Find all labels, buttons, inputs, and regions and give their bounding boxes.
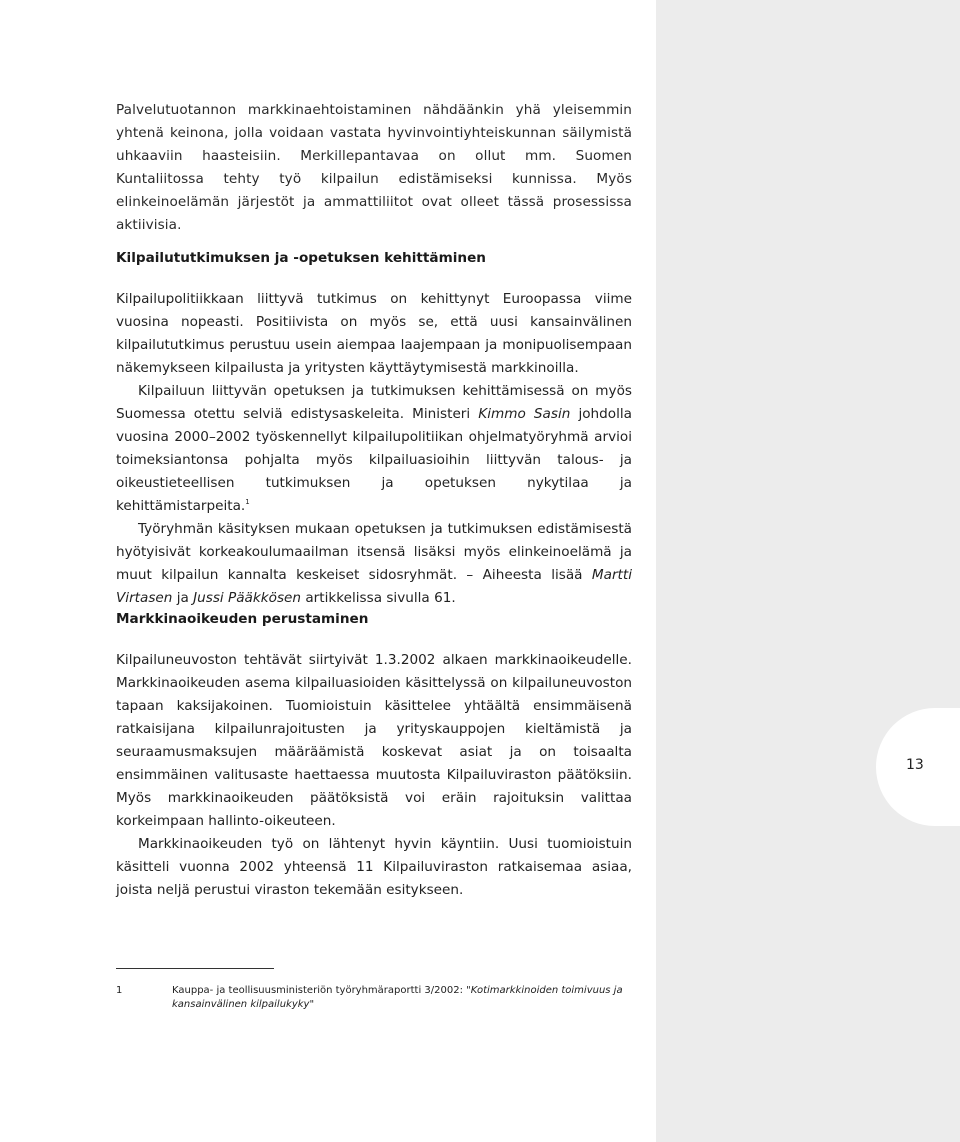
report-title: Kotimarkkinoiden toimivuus ja kansainvälinen kilpailukyky [172, 985, 623, 1010]
body-paragraph: Kilpailupolitiikkaan liittyvä tutkimus on kehittynyt Euroopassa viime vuosina nopeasti. Positiivista on myös se, että uusi kansainvälinen kilpailututkimus perustuu usein aiempaa laajempaan ja monipuolisempaan näkemykseen kilpailusta ja yritysten käyttäytymisestä markkinoilla. [116, 291, 632, 376]
section-market-court [116, 608, 632, 902]
intro-paragraph: Palvelutuotannon markkinaehtoistaminen nähdäänkin yhä yleisemmin yhtenä keinona, jolla voidaan vastata hyvinvointiyhteiskunnan säilymistä uhkaaviin haasteisiin. Merkillepantavaa on ollut mm. Suomen Kuntaliitossa tehty työ kilpailun edistämiseksi kunnissa. Myös elinkeinoelämän järjestöt ja ammattiliitot ovat olleet tässä prosessissa aktiivisia. [116, 102, 632, 233]
section-heading: Markkinaoikeuden perustaminen [116, 611, 369, 627]
text-run: ja [172, 590, 194, 606]
footnote-number: 1 [116, 985, 123, 996]
text-run: Kauppa- ja teollisuusministeriön työryhmäraportti 3/2002: " [172, 985, 471, 996]
person-name: Kimmo Sasin [478, 406, 571, 422]
section-heading: Kilpailututkimuksen ja -opetuksen kehittäminen [116, 250, 486, 266]
intro-block [116, 99, 632, 237]
text-run: " [309, 999, 315, 1010]
text-run: Kilpailuun liittyvän opetuksen ja tutkimuksen kehittämisessä on myös Suomessa otettu selviä edistysaskeleita. Ministeri [116, 383, 632, 422]
footnote-text [172, 984, 642, 1012]
text-run: artikkelissa sivulla 61. [301, 590, 456, 606]
body-paragraph: Markkinaoikeuden työ on lähtenyt hyvin käyntiin. Uusi tuomioistuin käsitteli vuonna 2002 yhteensä 11 Kilpailuviraston ratkaisemaa asiaa, joista neljä perustui viraston tekemään esitykseen. [116, 836, 632, 898]
person-name: Martti Virtasen [116, 567, 632, 606]
footnote-divider [116, 968, 274, 969]
body-paragraph: Kilpailuneuvoston tehtävät siirtyivät 1.3.2002 alkaen markkinaoikeudelle. Markkinaoikeuden asema kilpailuasioiden käsittelyssä on kilpailuneuvoston tapaan kaksijakoinen. Tuomioistuin käsittelee yhtäältä ensimmäisenä ratkaisijana kilpailunrajoitusten ja yrityskauppojen kieltämistä ja seuraamusmaksujen määräämistä koskevat asiat ja on toisaalta ensimmäinen valitusaste haettaessa muutosta Kilpailuviraston päätöksiin. Myös markkinaoikeuden päätöksistä voi eräin rajoituksin valittaa korkeimpaan hallinto-oikeuteen. [116, 652, 632, 829]
body-paragraph [116, 380, 632, 518]
page-number: 13 [906, 757, 924, 773]
section-research-education [116, 247, 632, 610]
text-run: johdolla vuosina 2000–2002 työskennellyt kilpailupolitiikan ohjelmatyöryhmä arvioi toimeksiantonsa pohjalta myös kilpailuasioihin liittyvän talous- ja oikeustieteellisen tutkimuksen ja opetuksen nykytilaa ja kehittämistarpeita. [116, 406, 632, 514]
body-paragraph [116, 518, 632, 610]
footnote-ref[interactable]: 1 [245, 498, 250, 506]
text-run: Työryhmän käsityksen mukaan opetuksen ja tutkimuksen edistämisestä hyötyisivät korkeakoulumaailman itsensä lisäksi myös elinkeinoelämä ja muut kilpailun kannalta keskeiset sidosryhmät. – Aiheesta lisää [116, 521, 632, 583]
person-name: Jussi Pääkkösen [193, 590, 302, 606]
